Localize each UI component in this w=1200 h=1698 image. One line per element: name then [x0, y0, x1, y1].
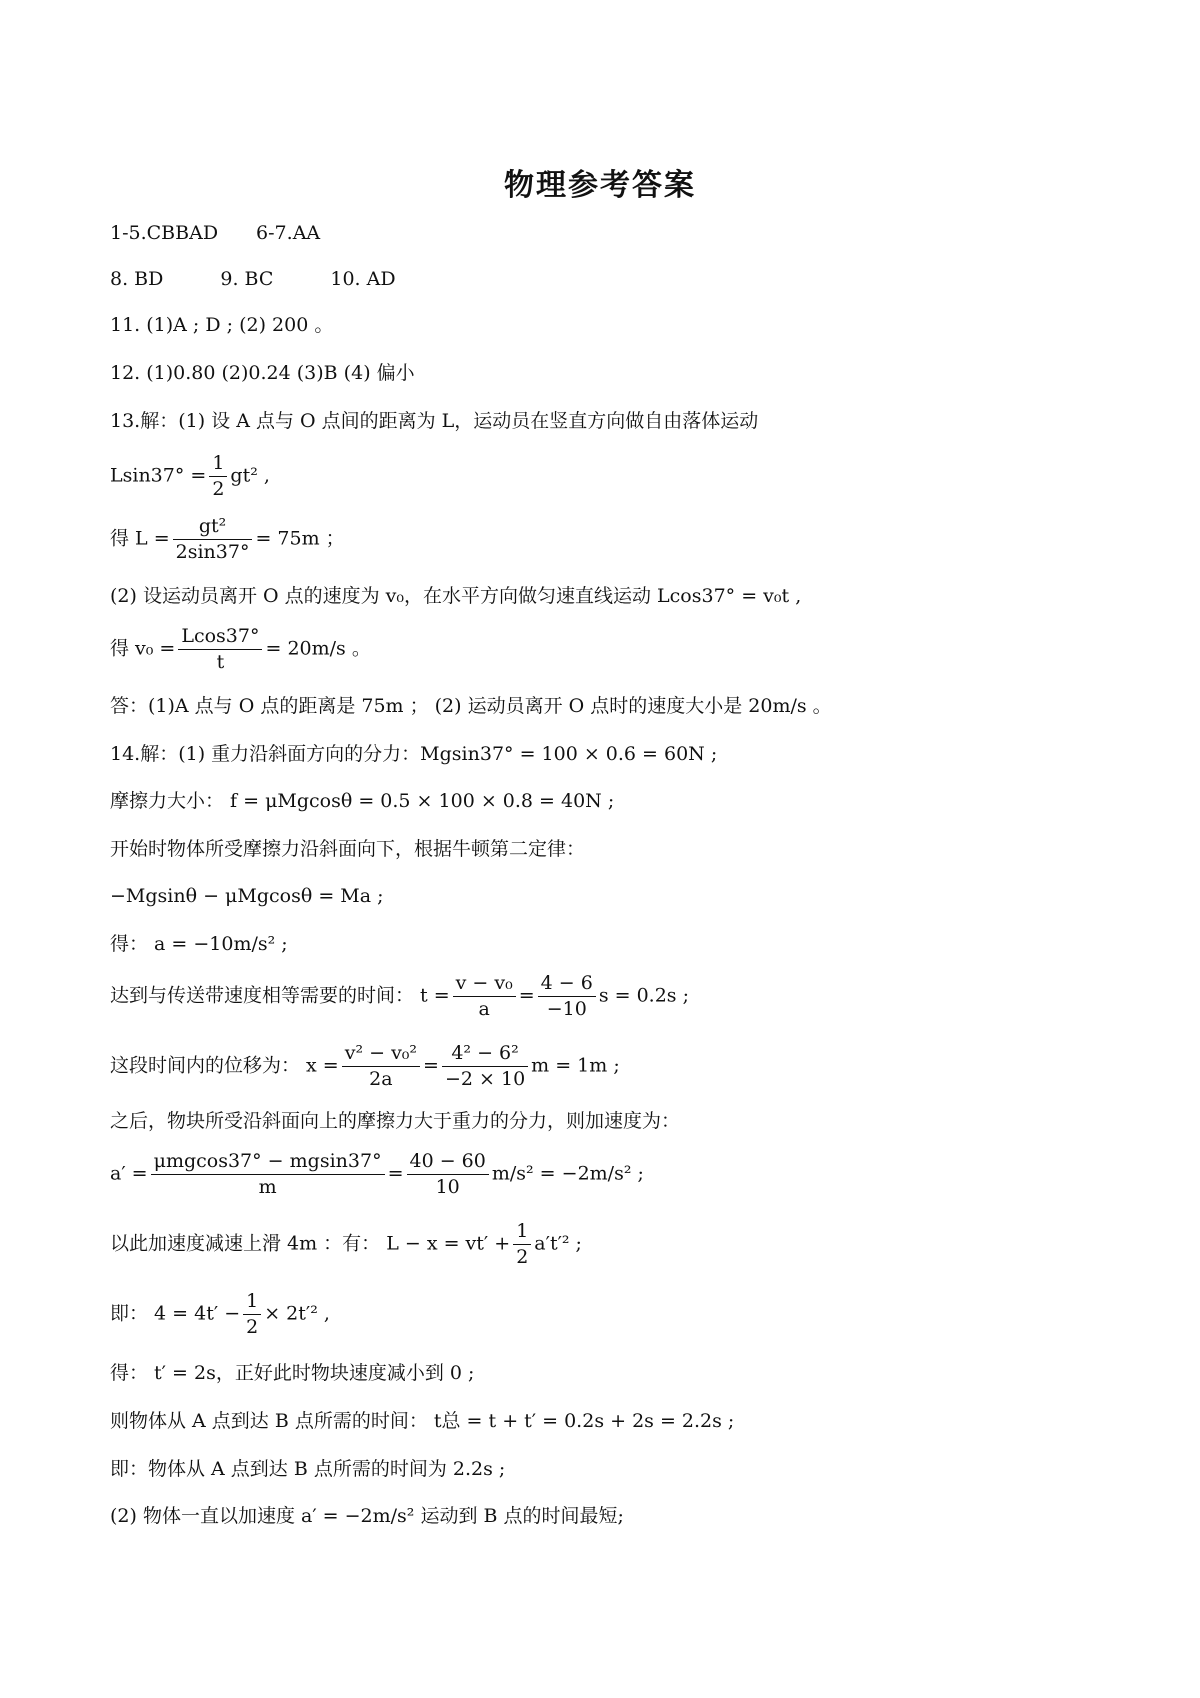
- q14-intro: 14.解：(1) 重力沿斜面方向的分力：Mgsin37° = 100 × 0.6 = 60N ;: [110, 743, 718, 765]
- q14-time-equation: [110, 972, 689, 1021]
- fraction: [342, 1042, 420, 1091]
- denominator: −2 × 10: [444, 1067, 526, 1090]
- eq-part: a′t′² ;: [534, 1232, 582, 1255]
- fraction: [173, 515, 253, 564]
- numerator: μmgcos37° − mgsin37°: [151, 1150, 385, 1175]
- q14-newton: 开始时物体所受摩擦力沿斜面向下，根据牛顿第二定律：: [110, 838, 586, 860]
- fraction: [243, 1290, 261, 1339]
- denominator: 2: [246, 1315, 259, 1338]
- eq-part: × 2t′² ,: [264, 1302, 330, 1325]
- eq-part: m/s² = −2m/s² ;: [491, 1162, 644, 1185]
- fraction: [178, 625, 262, 674]
- fraction: [538, 972, 596, 1021]
- answer-line-11: 11. (1)A ; D ; (2) 200 。: [110, 314, 334, 336]
- q14-total-time: 则物体从 A 点到达 B 点所需的时间： t总 = t + t′ = 0.2s + 2s = 2.2s ;: [110, 1410, 735, 1432]
- eq-part: 这段时间内的位移为： x =: [110, 1054, 339, 1077]
- denominator: 10: [435, 1175, 460, 1198]
- numerator: 1: [513, 1220, 531, 1245]
- fraction: [151, 1150, 385, 1199]
- q13-equation-2: [110, 515, 345, 564]
- eq-part: =: [387, 1162, 404, 1185]
- q14-displacement-equation: [110, 1042, 620, 1091]
- q13-intro: 13.解：(1) 设 A 点与 O 点间的距离为 L，运动员在竖直方向做自由落体运动: [110, 410, 759, 432]
- eq-part: a′ =: [110, 1162, 148, 1185]
- numerator: 1: [243, 1290, 261, 1315]
- numerator: gt²: [173, 515, 253, 540]
- eq-part: gt² ,: [230, 464, 270, 487]
- numerator: 4 − 6: [538, 972, 596, 997]
- denominator: a: [478, 997, 490, 1020]
- q14-slide-up: [110, 1220, 582, 1269]
- eq-part: 以此加速度减速上滑 4m ：有： L − x = vt′ +: [110, 1232, 511, 1255]
- numerator: v − v₀: [453, 972, 516, 997]
- fraction: [453, 972, 516, 1021]
- fraction: [513, 1220, 531, 1269]
- q13-equation-3: [110, 625, 371, 674]
- q14-new-acceleration: [110, 1150, 644, 1199]
- denominator: t: [216, 650, 225, 673]
- q14-part2: (2) 物体一直以加速度 a′ = −2m/s² 运动到 B 点的时间最短;: [110, 1505, 624, 1527]
- numerator: 40 − 60: [407, 1150, 489, 1175]
- q13-equation-1: [110, 452, 270, 501]
- denominator: −10: [546, 997, 587, 1020]
- eq-part: =: [423, 1054, 439, 1077]
- q14-after: 之后，物块所受沿斜面向上的摩擦力大于重力的分力，则加速度为：: [110, 1110, 681, 1132]
- q14-acceleration: 得： a = −10m/s² ;: [110, 933, 288, 955]
- numerator: v² − v₀²: [342, 1042, 420, 1067]
- eq-part: 得 L =: [110, 527, 170, 550]
- q14-substitution: [110, 1290, 330, 1339]
- answer-line-8-10: 8. BD 9. BC 10. AD: [110, 268, 396, 290]
- denominator: 2a: [369, 1067, 393, 1090]
- numerator: 4² − 6²: [442, 1042, 528, 1067]
- fraction: [209, 452, 227, 501]
- eq-part: 达到与传送带速度相等需要的时间： t =: [110, 984, 450, 1007]
- fraction: [442, 1042, 528, 1091]
- eq-part: 得 v₀ =: [110, 637, 176, 660]
- denominator: 2: [516, 1245, 529, 1268]
- denominator: 2sin37°: [175, 540, 250, 563]
- denominator: 2: [212, 477, 225, 500]
- answer-line-12: 12. (1)0.80 (2)0.24 (3)B (4) 偏小: [110, 362, 415, 384]
- q14-result-time: 得： t′ = 2s，正好此时物块速度减小到 0 ;: [110, 1362, 475, 1384]
- page-title: 物理参考答案: [504, 168, 696, 203]
- q14-conclusion: 即：物体从 A 点到达 B 点所需的时间为 2.2s ;: [110, 1458, 506, 1480]
- numerator: Lcos37°: [178, 625, 262, 650]
- eq-part: = 20m/s 。: [265, 637, 371, 660]
- eq-part: Lsin37° =: [110, 464, 207, 487]
- answer-line-1-7: 1-5.CBBAD 6-7.AA: [110, 222, 321, 244]
- eq-part: s = 0.2s ;: [598, 984, 690, 1007]
- q14-friction: 摩擦力大小： f = μMgcosθ = 0.5 × 100 × 0.8 = 40N ;: [110, 790, 615, 812]
- denominator: m: [258, 1175, 277, 1198]
- eq-part: =: [518, 984, 535, 1007]
- eq-part: = 75m ；: [255, 527, 345, 550]
- fraction: [407, 1150, 489, 1199]
- q14-equation-1: −Mgsinθ − μMgcosθ = Ma ;: [110, 885, 384, 907]
- q13-answer: 答：(1)A 点与 O 点的距离是 75m ； (2) 运动员离开 O 点时的速度大小是 20m/s 。: [110, 695, 832, 717]
- eq-part: m = 1m ;: [531, 1054, 620, 1077]
- numerator: 1: [209, 452, 227, 477]
- q13-part2: (2) 设运动员离开 O 点的速度为 v₀，在水平方向做匀速直线运动 Lcos37° = v₀t ,: [110, 585, 802, 607]
- eq-part: 即： 4 = 4t′ −: [110, 1302, 241, 1325]
